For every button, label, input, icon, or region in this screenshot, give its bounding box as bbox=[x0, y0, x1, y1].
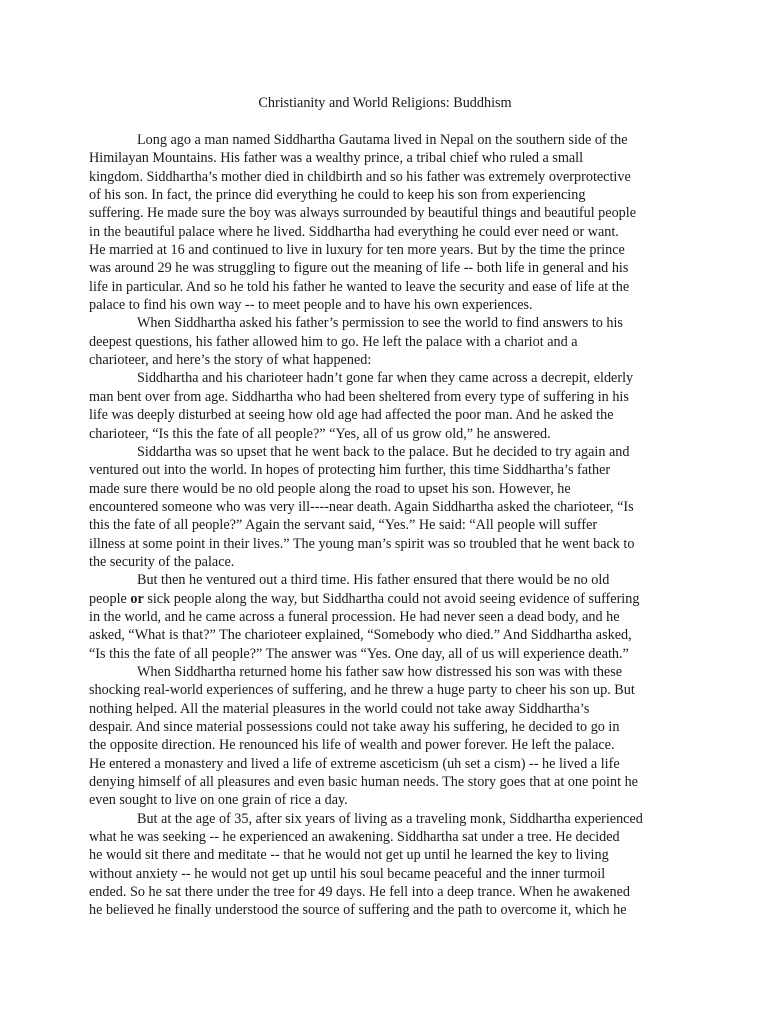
text-line: deepest questions, his father allowed him to go. He left the palace with a chariot and a bbox=[89, 333, 578, 350]
text-line: what he was seeking -- he experienced an awakening. Siddhartha sat under a tree. He decided bbox=[89, 829, 620, 846]
text-line: palace to find his own way -- to meet people and to have his own experiences. bbox=[89, 297, 533, 314]
text-line bbox=[89, 590, 689, 608]
text-line: nothing helped. All the material pleasures in the world could not take away Siddhartha’s bbox=[89, 700, 590, 717]
text-line: kingdom. Siddhartha’s mother died in childbirth and so his father was extremely overprotective bbox=[89, 168, 631, 185]
text-line: was around 29 he was struggling to figure out the meaning of life -- both life in general and his bbox=[89, 260, 629, 277]
text-line: shocking real-world experiences of suffering, and he threw a huge party to cheer his son up. But bbox=[89, 682, 635, 699]
text-line: But then he ventured out a third time. His father ensured that there would be no old bbox=[137, 572, 610, 589]
text-line: When Siddhartha returned home his father saw how distressed his son was with these bbox=[137, 663, 623, 680]
text-line: Long ago a man named Siddhartha Gautama lived in Nepal on the southern side of the bbox=[137, 132, 628, 148]
text-line: Himilayan Mountains. His father was a wealthy prince, a tribal chief who ruled a small bbox=[89, 150, 584, 167]
document-body bbox=[89, 131, 689, 920]
text-line: life was deeply disturbed at seeing how old age had affected the poor man. And he asked the bbox=[89, 407, 614, 424]
emphasis-word: or bbox=[130, 590, 144, 607]
text-line: He entered a monastery and lived a life of extreme asceticism (uh set a cism) -- he lived a life bbox=[89, 755, 620, 772]
text-line: he believed he finally understood the source of suffering and the path to overcome it, which he bbox=[89, 902, 627, 919]
text-line: illness at some point in their lives.” The young man’s spirit was so troubled that he went back to bbox=[89, 535, 635, 552]
text-line: he would sit there and meditate -- that he would not get up until he learned the key to living bbox=[89, 847, 609, 864]
text-line: despair. And since material possessions could not take away his suffering, he decided to go in bbox=[89, 719, 620, 735]
text-line: When Siddhartha asked his father’s permission to see the world to find answers to his bbox=[137, 315, 623, 332]
text-segment: sick people along the way, but Siddhartha could not avoid seeing evidence of suffering bbox=[143, 590, 640, 607]
text-line: Siddartha was so upset that he went back to the palace. But he decided to try again and bbox=[137, 443, 630, 460]
text-line: suffering. He made sure the boy was always surrounded by beautiful things and beautiful people bbox=[89, 205, 636, 222]
text-line: charioteer, and here’s the story of what happened: bbox=[89, 352, 372, 369]
text-line: But at the age of 35, after six years of living as a traveling monk, Siddhartha experienced bbox=[137, 810, 643, 827]
text-line: charioteer, “Is this the fate of all people?” “Yes, all of us grow old,” he answered. bbox=[89, 425, 551, 442]
text-line: even sought to live on one grain of rice a day. bbox=[89, 792, 348, 809]
text-line: in the beautiful palace where he lived. Siddhartha had everything he could ever need or want. bbox=[89, 223, 619, 240]
text-line: this the fate of all people?” Again the servant said, “Yes.” He said: “All people will suffer bbox=[89, 517, 598, 534]
text-line: of his son. In fact, the prince did everything he could to keep his son from experiencing bbox=[89, 187, 586, 204]
text-line: the opposite direction. He renounced his life of wealth and power forever. He left the palace. bbox=[89, 737, 615, 754]
text-line: asked, “What is that?” The charioteer explained, “Somebody who died.” And Siddhartha asked, bbox=[89, 627, 632, 644]
text-line: without anxiety -- he would not get up until his soul became peaceful and the inner turmoil bbox=[89, 865, 606, 882]
text-line: Siddhartha and his charioteer hadn’t gone far when they came across a decrepit, elderly bbox=[137, 370, 634, 387]
text-line: “Is this the fate of all people?” The answer was “Yes. One day, all of us will experience death.” bbox=[89, 645, 629, 662]
text-line: encountered someone who was very ill----near death. Again Siddhartha asked the charioteer, “Is bbox=[89, 498, 634, 515]
text-line: ended. So he sat there under the tree for 49 days. He fell into a deep trance. When he awakened bbox=[89, 884, 631, 901]
text-line: in the world, and he came across a funeral procession. He had never seen a dead body, and he bbox=[89, 608, 620, 625]
text-line: made sure there would be no old people along the road to upset his son. However, he bbox=[89, 480, 571, 497]
text-line: the security of the palace. bbox=[89, 553, 235, 570]
document-title: Christianity and World Religions: Buddhism bbox=[258, 95, 512, 111]
text-line: man bent over from age. Siddhartha who had been sheltered from every type of suffering in his bbox=[89, 388, 629, 405]
text-line: denying himself of all pleasures and even basic human needs. The story goes that at one point he bbox=[89, 774, 638, 791]
text-line: ventured out into the world. In hopes of protecting him further, this time Siddhartha’s father bbox=[89, 462, 611, 479]
text-line: He married at 16 and continued to live in luxury for ten more years. But by the time the prince bbox=[89, 242, 625, 259]
text-segment: people bbox=[89, 590, 131, 607]
text-line: life in particular. And so he told his father he wanted to leave the security and ease of life at the bbox=[89, 278, 630, 295]
